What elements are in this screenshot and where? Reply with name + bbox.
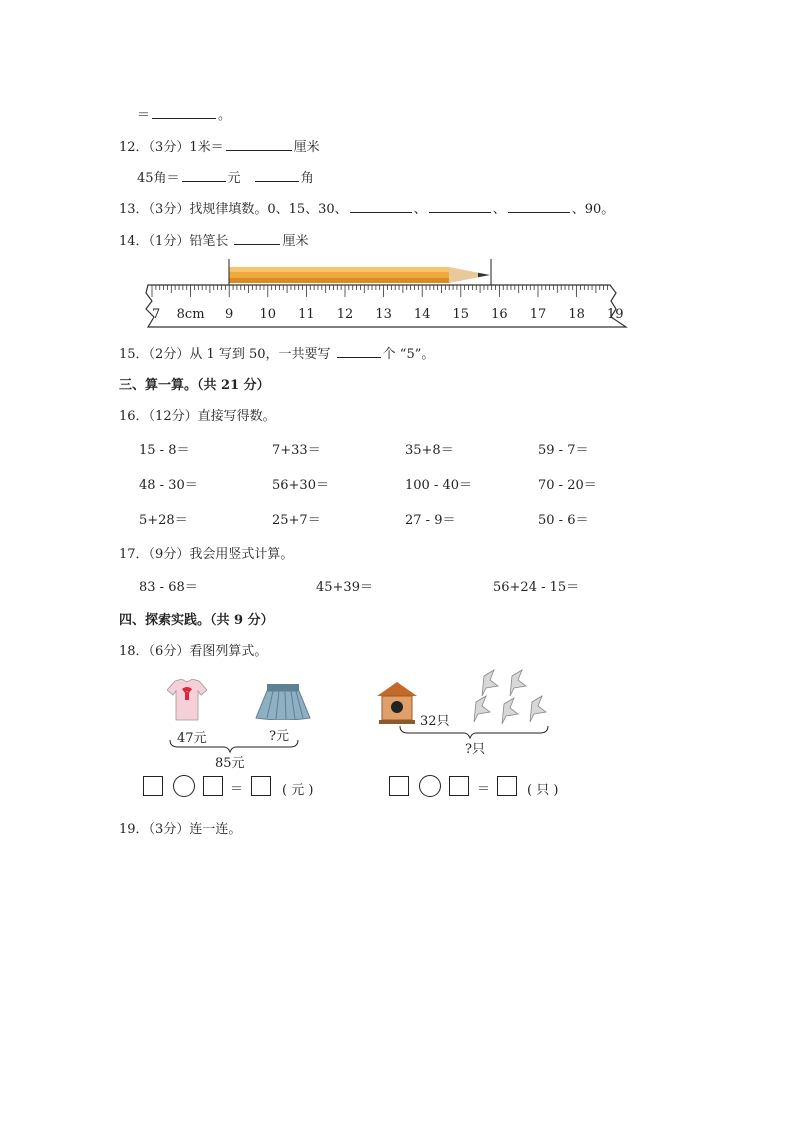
answer-blank[interactable] [255,169,299,182]
q14-label: 14．（1分）铅笔长 [119,234,229,249]
unit-label: 个 “5”。 [382,347,435,362]
operator-circle[interactable] [173,775,195,797]
q17-label: 17．（9分）我会用竖式计算。 [119,547,294,562]
ruler-label: 16 [491,307,508,322]
answer-blank[interactable] [350,200,412,213]
tshirt-icon [167,679,207,721]
unit-label: 厘米 [293,140,320,155]
answer-box[interactable] [203,776,223,796]
skirt-icon [255,684,311,720]
calc-item[interactable]: 56+30＝ [272,478,329,493]
birds-group-icon [464,668,556,730]
q17-item-2[interactable]: 45+39＝ [316,580,373,595]
answer-box[interactable] [497,776,517,796]
q13-line [119,198,614,217]
q17-item-3[interactable]: 56+24 - 15＝ [493,580,580,595]
ruler-label: 19 [606,307,624,322]
equals-sign: ＝ [230,782,244,797]
answer-blank[interactable] [152,106,216,119]
calc-item[interactable]: 50 - 6＝ [538,513,589,528]
ruler-pencil-figure [138,255,630,331]
ruler-label: 10 [259,307,277,322]
calc-item[interactable]: 48 - 30＝ [139,478,198,493]
birdhouse-icon [377,682,417,724]
q12-line2 [137,167,314,186]
calc-item[interactable]: 7+33＝ [272,443,321,458]
separator: 、 [413,202,427,217]
ruler-label: 11 [298,307,315,322]
ruler-label: 13 [375,307,392,322]
ruler-label: 18 [568,307,585,322]
unit-label: ( 只 ) [527,783,559,798]
q15-line [119,343,434,362]
unit-label: 角 [300,171,314,186]
period: 。 [218,108,232,123]
q17-item-1[interactable]: 83 - 68＝ [139,580,198,595]
answer-blank[interactable] [508,200,570,213]
answer-blank[interactable] [182,169,226,182]
answer-box[interactable] [251,776,271,796]
answer-blank[interactable] [234,232,280,245]
calc-item[interactable]: 59 - 7＝ [538,443,589,458]
ruler-label: 15 [452,307,470,322]
answer-blank[interactable] [226,138,292,151]
answer-box[interactable] [449,776,469,796]
q13-label: 13．（3分）找规律填数。0、15、30、 [119,202,348,217]
q15-label: 15．（2分）从 1 写到 50，一共要写 [119,347,331,362]
equals-sign: ＝ [137,108,151,123]
q12-line2-prefix: 45角＝ [137,171,180,186]
answer-blank[interactable] [429,200,491,213]
ruler-label: 17 [529,307,547,322]
separator: 、 [492,202,506,217]
calc-item[interactable]: 35+8＝ [405,443,454,458]
calc-item[interactable]: 100 - 40＝ [405,478,473,493]
calc-item[interactable]: 70 - 20＝ [538,478,597,493]
q11-answer-line [137,104,231,123]
answer-box[interactable] [143,776,163,796]
ruler-label: 8cm [176,307,205,322]
q16-label: 16．（12分）直接写得数。 [119,409,276,424]
calc-item[interactable]: 25+7＝ [272,513,321,528]
shirt-price-label: 47元 [177,731,207,746]
answer-blank[interactable] [337,345,381,358]
birdhouse-count-label: 32只 [420,714,450,729]
section-3-title: 三、算一算。（共 21 分） [119,378,270,393]
section-4-title: 四、探索实践。（共 9 分） [119,613,274,628]
q12-label: 12．（3分）1米＝ [119,140,224,155]
total-price-label: 85元 [215,756,245,771]
answer-box[interactable] [389,776,409,796]
calc-item[interactable]: 27 - 9＝ [405,513,456,528]
unit-label: ( 元 ) [282,783,314,798]
q19-label: 19．（3分）连一连。 [119,822,242,837]
operator-circle[interactable] [419,775,441,797]
equals-sign: ＝ [477,782,491,797]
ruler-label: 7 [152,307,161,322]
unit-label: 元 [227,171,241,186]
sequence-end: 、90。 [571,202,615,217]
ruler-label: 12 [336,307,354,322]
q12-line1 [119,136,320,155]
total-birds-label: ?只 [465,742,485,757]
calc-item[interactable]: 15 - 8＝ [139,443,190,458]
skirt-price-label: ?元 [269,729,289,744]
unit-label: 厘米 [282,234,309,249]
q18-label: 18．（6分）看图列算式。 [119,644,268,659]
calc-item[interactable]: 5+28＝ [139,513,188,528]
ruler-label: 9 [225,307,234,322]
q14-line [119,230,308,249]
ruler-label: 14 [413,307,431,322]
